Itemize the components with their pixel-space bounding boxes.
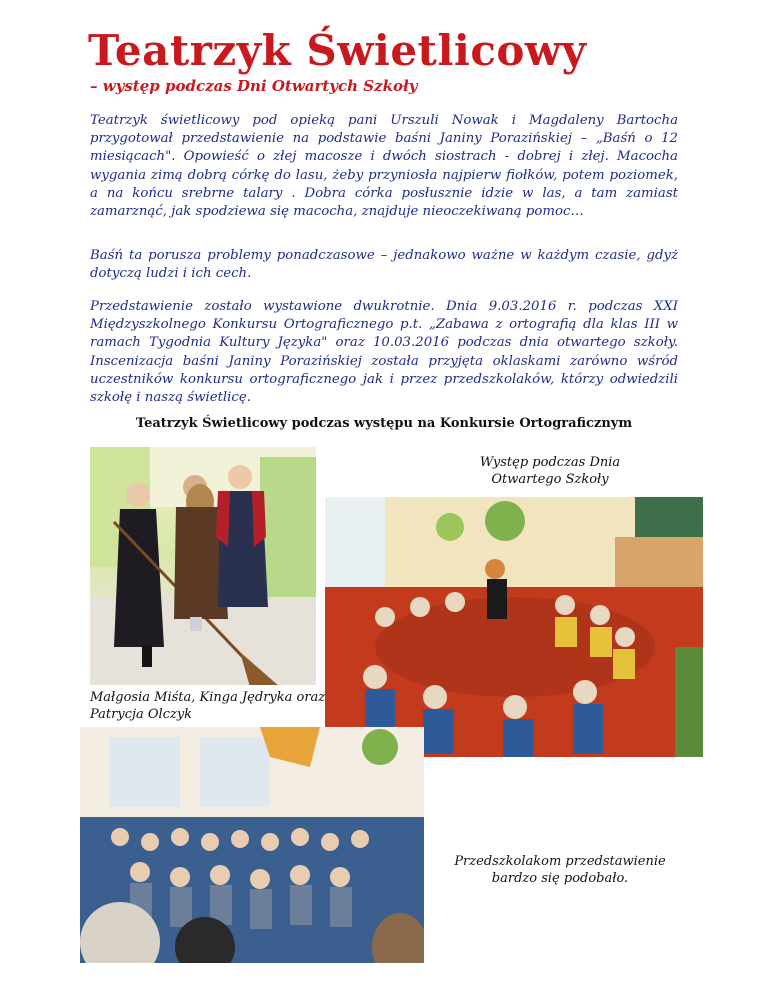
photo-preschool-audience — [80, 727, 424, 963]
page-title: Teatrzyk Świetlicowy — [88, 26, 587, 75]
paragraph-moral: Baśń ta porusza problemy ponadczasowe – jednakowo ważne w każdym czasie, gdyż dotyczą ludzi i ich cech. — [90, 248, 678, 282]
page-subtitle: – występ podczas Dni Otwartych Szkoły — [90, 77, 418, 95]
caption-preschoolers: Przedszkolakom przedstawienie bardzo się podobało. — [454, 854, 666, 886]
paragraph-intro: Teatrzyk świetlicowy pod opieką pani Urszuli Nowak i Magdaleny Bartocha przygotował przedstawienie na podstawie baśni Janiny Porazińskiej – „Baśń o 12 miesiącach". Opowieść o złej macosze i dwóch siostrach - dobrej i złej. Macocha wygania zimą dobrą córkę do lasu, żeby przyniosła najpierw fiołków, potem poziomek, a na końcu srebrne talary . Dobra córka posłusznie idzie w las, a tam zamiast zamarznąć, jak spodziewa się macocha, znajduje nieoczekiwaną pomoc… — [90, 113, 678, 220]
gallery-heading: Teatrzyk Świetlicowy podczas występu na Konkursie Ortograficznym — [135, 416, 633, 431]
caption-actresses: Małgosia Miśta, Kinga Jędryka oraz Patrycja Olczyk — [90, 690, 326, 722]
caption-open-day: Występ podczas Dnia Otwartego Szkoły — [479, 455, 621, 487]
photo-open-day-performance — [325, 497, 703, 757]
photo-actresses — [90, 447, 316, 685]
paragraph-performances: Przedstawienie zostało wystawione dwukrotnie. Dnia 9.03.2016 r. podczas XXI Międzyszkolnego Konkursu Ortograficznego p.t. „Zabawa z ortografią dla klas III w ramach Tygodnia Kultury Języka" oraz 10.03.2016 podczas dnia otwartego szkoły. Inscenizacja baśni Janiny Porazińskiej została przyjęta oklaskami zarówno wśród uczestników konkursu ortograficznego jak i przez przedszkolaków, którzy odwiedzili szkołę i naszą świetlicę. — [90, 299, 678, 406]
